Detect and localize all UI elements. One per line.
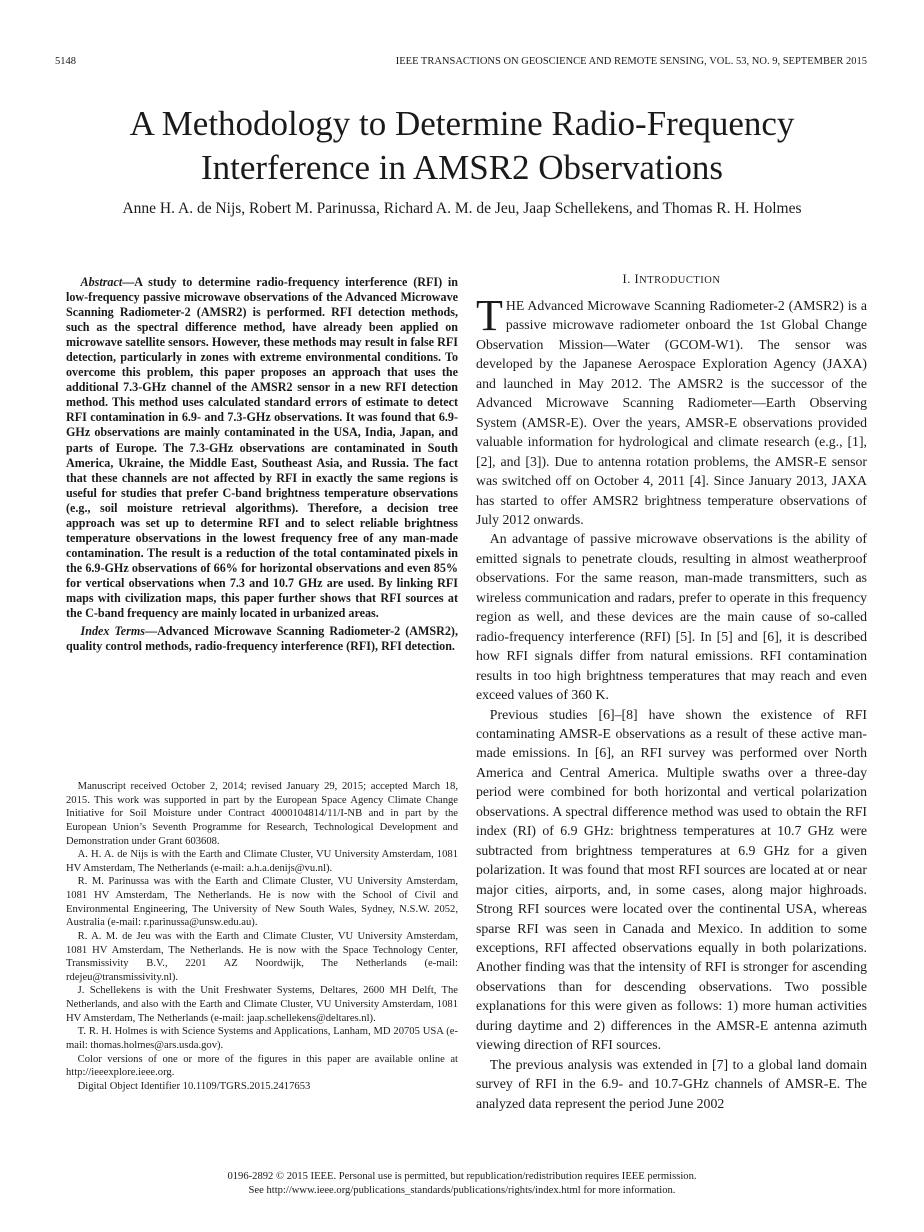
paragraph-text: HE Advanced Microwave Scanning Radiometer-2 (AMSR2) is a passive microwave radiometer onboard the 1st Global Change Observation Mission—Water (GCOM-W1). The sensor was developed by the Japanese Aerospace Exploration Agency (JAXA) and launched in May 2012. The AMSR2 is the successor of the Advanced Microwave Scanning Radiometer—Earth Observing System (AMSR-E). Over the years, AMSR-E observations provided valuable information for hydrological and climate research (e.g., [1], [2], and [3]). Due to antenna rotation problems, the AMSR-E sensor was switched off on October 4, 2011 [4]. Since January 2013, JAXA has started to offer AMSR2 brightness temperature observations of July 2012 onwards. [476, 298, 867, 527]
paragraph: Previous studies [6]–[8] have shown the existence of RFI contaminating AMSR-E observations as a result of these active man-made emissions. In [6], an RFI survey was performed over North America and Central America. Multiple swaths over a three-day period were combined for both horizontal and vertical polarization observations. A spectral difference method was used to obtain the RFI index (RI) of 6.9 GHz: brightness temperatures at 10.7 GHz were subtracted from brightness temperatures at 6.9 GHz for a given polarization. It was found that most RFI sources are located at or near major cities, airports, and, in some cases, along major highroads. Strong RFI sources were located over the continental USA, whereas sparse RFI was seen in Canada and Mexico. In addition to some exceptions, RFI affected observations equally in both polarizations. Another finding was that the intensity of RFI is stronger for ascending observations than for descending observations. Two possible explanations for this were given as follows: 1) more human activities during daytime and 2) differences in the AMSR-E antenna azimuth viewing direction of RFI sources. [476, 706, 867, 1053]
paper-title [60, 102, 864, 190]
footnote: Color versions of one or more of the figures in this paper are available online at http://ieeexplore.ieee.org. [66, 1053, 458, 1079]
footnote: R. A. M. de Jeu was with the Earth and Climate Cluster, VU University Amsterdam, 1081 HV Amsterdam, The Netherlands. He is now with the Space Technology Center, Transmissivity B.V., 2201 AZ Noordwijk, The Netherlands (e-mail: rdejeu@transmissivity.nl). [66, 930, 458, 983]
footnote: Digital Object Identifier 10.1109/TGRS.2015.2417653 [77, 1080, 311, 1092]
footnote: T. R. H. Holmes is with Science Systems and Applications, Lanham, MD 20705 USA (e-mail: thomas.holmes@ars.usda.gov). [66, 1026, 458, 1051]
journal-name: IEEE TRANSACTIONS ON GEOSCIENCE AND REMOTE SENSING, VOL. 53, NO. 9, SEPTEMBER 2015 [395, 56, 867, 67]
footnote: A. H. A. de Nijs is with the Earth and Climate Cluster, VU University Amsterdam, 1081 HV Amsterdam, The Netherlands (e-mail: a.h.a.denijs@vu.nl). [66, 849, 458, 874]
index-terms-text: —Advanced Microwave Scanning Radiometer-2 (AMSR2), quality control methods, radio-frequency interference (RFI), RFI detection. [66, 624, 458, 654]
author-list: Anne H. A. de Nijs, Robert M. Parinussa, Richard A. M. de Jeu, Jaap Schellekens, and Thomas R. H. Holmes [122, 200, 802, 217]
footnote: R. M. Parinussa was with the Earth and Climate Cluster, VU University Amsterdam, 1081 HV Amsterdam, The Netherlands. He is now with the School of Civil and Environmental Engineering, The University of New South Wales, Sydney, N.S.W. 2052, Australia (e-mail: r.parinussa@unsw.edu.au). [66, 876, 458, 929]
index-terms [66, 624, 458, 654]
footnote: Manuscript received October 2, 2014; revised January 29, 2015; accepted March 18, 2015. This work was supported in part by the European Space Agency Climate Change Initiative for Soil Moisture under Contract 4000104814/11/I-NB and in part by the European Union’s Seventh Programme for Research, Technological Development and Demonstration under Grant 603608. [66, 781, 458, 847]
paragraph [476, 291, 867, 529]
section-numeral: I. [622, 272, 631, 286]
copyright-footer [0, 1170, 924, 1198]
page-number: 5148 [55, 56, 76, 67]
index-terms-label: Index Terms [80, 624, 145, 639]
rights-line: See http://www.ieee.org/publications_standards/publications/rights/index.html for more information. [248, 1185, 676, 1196]
introduction-body [476, 291, 867, 1113]
paragraph: The previous analysis was extended in [7] to a global land domain survey of RFI in the 6.9- and 10.7-GHz channels of AMSR-E. The analyzed data represent the period June 2002 [476, 1056, 867, 1111]
title-line-1: A Methodology to Determine Radio-Frequency [129, 104, 795, 143]
abstract-text: —A study to determine radio-frequency interference (RFI) in low-frequency passive microwave observations of the Advanced Microwave Scanning Radiometer-2 (AMSR2) is performed. RFI detection methods, such as the spectral difference method, have already been applied on microwave satellite sensors. However, these methods may result in false RFI detection, particularly in zones with extreme environmental conditions. To overcome this problem, this paper proposes an approach that uses the additional 7.3-GHz channel of the AMSR2 sensor in a new RFI detection method. This method uses calculated standard errors of estimate to detect RFI contamination in 6.9- and 7.3-GHz observations. It was found that 6.9-GHz observations are mainly contaminated in the USA, India, Japan, and parts of Europe. The 7.3-GHz observations are contaminated in South America, Ukraine, the Middle East, Southeast Asia, and Russia. The fact that these channels are not affected by RFI in exactly the same regions is useful for studies that prefer C-band brightness temperature observations (e.g., soil moisture retrieval algorithms). Therefore, a decision tree approach was set up to determine RFI and to select reliable brightness temperature observations in the lowest frequency free of any man-made contamination. The result is a reduction of the total contaminated pixels in the 6.9-GHz observations of 66% for horizontal observations and even 85% for vertical observations when 7.3 and 10.7 GHz are used. By linking RFI maps with civilization maps, this paper further shows that RFI sources at the C-band frequency are mainly located in urbanized areas. [66, 275, 458, 621]
paragraph: An advantage of passive microwave observations is the ability of emitted signals to penetrate clouds, resulting in almost weatherproof observations. For the same reason, man-made transmitters, such as wireless communication and radars, prefer to operate in this frequency region as well, and these devices are the main cause of so-called radio-frequency interference (RFI) [5]. In [5] and [6], it is described how RFI signals differ from natural emissions. RFI contamination results in too high brightness temperatures that may reach and even exceed values of 360 K. [476, 531, 867, 703]
abstract [66, 275, 458, 621]
title-line-2: Interference in AMSR2 Observations [201, 148, 723, 187]
section-heading [476, 270, 867, 288]
right-column [476, 270, 867, 1113]
footnote: J. Schellekens is with the Unit Freshwater Systems, Deltares, 2600 MH Delft, The Netherlands, and also with the Earth and Climate Cluster, VU University Amsterdam, 1081 HV Amsterdam, The Netherlands (e-mail: jaap.schellekens@deltares.nl). [66, 985, 458, 1024]
section-initial: I [634, 272, 640, 286]
left-column [66, 275, 458, 654]
abstract-label: Abstract [80, 275, 123, 289]
footnotes [66, 780, 458, 1093]
drop-cap: T [476, 291, 503, 340]
copyright-line: 0196-2892 © 2015 IEEE. Personal use is permitted, but republication/redistribution requires IEEE permission. [227, 1171, 697, 1182]
section-rest: NTRODUCTION [639, 275, 721, 286]
